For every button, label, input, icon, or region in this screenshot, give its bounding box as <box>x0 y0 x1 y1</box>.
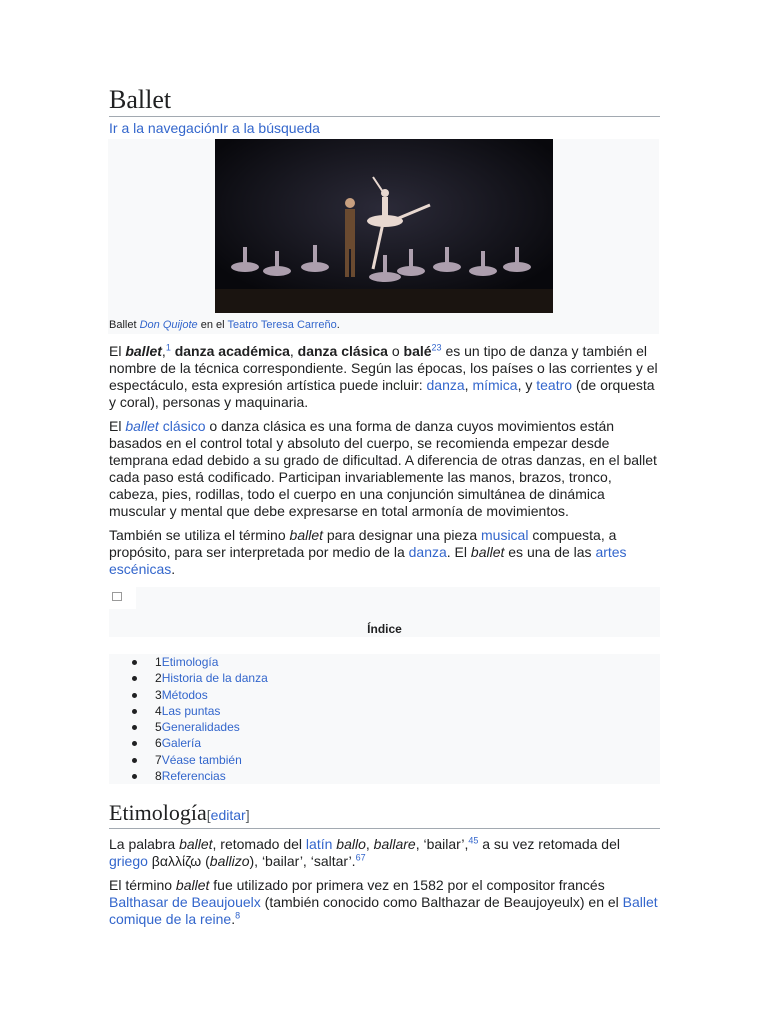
text: . <box>231 911 236 928</box>
link-danza-2[interactable]: danza <box>408 544 447 560</box>
bold-term: balé <box>403 343 432 359</box>
italic-term: ballare <box>373 836 416 853</box>
link-musical[interactable]: musical <box>481 527 529 543</box>
toc-item[interactable] <box>109 687 660 703</box>
text: o <box>387 343 404 359</box>
text: , <box>161 343 166 359</box>
toc-toggle-checkbox[interactable] <box>112 592 122 601</box>
ballet-stage-illustration <box>215 139 553 313</box>
toc-number: 2 <box>155 671 162 686</box>
link-teatro[interactable]: teatro <box>536 377 573 393</box>
toc-link[interactable]: Las puntas <box>161 703 221 718</box>
toc-link[interactable]: Referencias <box>161 769 226 784</box>
text: o danza clásica es una forma de danza cuyos movimientos están basados en el control total y absoluto del cuerpo, se recomienda empezar desde temprana edad debido a su grado de dificultad. A diferencia de otras danzas, en el ballet cada paso está codificado. Participan invariablemente las manos, brazos, tronco, cabeza, pies, rodillas, todo el cuerpo en una conjunción simultánea de dinámica muscular y mental que debe expresarse en total armonía de movimientos. <box>109 418 657 519</box>
text: El término <box>109 877 176 894</box>
toc-item[interactable] <box>109 735 660 751</box>
text: . El <box>446 544 471 560</box>
toc-list <box>109 654 660 784</box>
intro-paragraph-2 <box>109 418 660 520</box>
text: , y <box>517 377 537 393</box>
toc-title: Índice <box>367 622 402 636</box>
text: (también conocido como Balthazar de Beaujoyeulx) en el <box>260 894 623 911</box>
etimologia-paragraph-2 <box>109 877 660 928</box>
text: La palabra <box>109 836 180 853</box>
text: El <box>109 343 126 359</box>
toc-item[interactable] <box>109 670 660 686</box>
toc-number: 6 <box>155 736 162 751</box>
italic-term: ballo <box>336 836 366 853</box>
bracket: ] <box>245 807 250 824</box>
italic-term: ballet <box>470 544 505 560</box>
toc-item[interactable] <box>109 752 660 768</box>
toc-item[interactable] <box>109 768 660 784</box>
bold-term: danza académica <box>174 343 290 359</box>
toc-link[interactable]: Etimología <box>161 655 219 669</box>
text: es un tipo de danza y también el nombre de la técnica correspondiente. Según las épocas, los países o las corrientes y el espectáculo, esta expresión artística puede incluir: <box>109 343 658 393</box>
link-balthasar[interactable]: Balthasar de Beaujouelx <box>109 894 261 911</box>
toc-number: 5 <box>155 720 162 735</box>
text: , <box>464 377 473 393</box>
text: es una de las <box>504 544 596 560</box>
link-ballet-comique[interactable]: Ballet comique de la reine <box>109 894 658 928</box>
text: . <box>171 561 176 577</box>
bracket: [ <box>206 807 211 824</box>
toc-number: 4 <box>155 703 162 718</box>
reference-23[interactable]: 23 <box>431 342 442 353</box>
caption-text: . <box>336 319 340 331</box>
toc-link[interactable]: Historia de la danza <box>161 671 268 686</box>
toc-link[interactable]: Galería <box>161 736 202 751</box>
intro-paragraph-3 <box>109 527 660 578</box>
article <box>109 84 660 935</box>
text: compuesta, a propósito, para ser interpretada por medio de la <box>109 527 617 560</box>
edit-label[interactable]: editar <box>210 807 246 824</box>
section-title: Etimología <box>109 800 207 826</box>
link-ballet[interactable]: ballet <box>125 418 159 434</box>
jump-to-search-link[interactable]: Ir a la búsqueda <box>219 120 320 136</box>
section-heading-etimologia <box>109 800 660 828</box>
toc-item[interactable] <box>109 654 660 670</box>
reference-67[interactable]: 67 <box>355 852 366 863</box>
lead-figure <box>108 139 659 334</box>
toc-header <box>109 587 660 637</box>
toc-item[interactable] <box>109 703 660 719</box>
title-divider <box>109 116 660 117</box>
caption-link-don-quijote[interactable]: Don Quijote <box>139 319 198 331</box>
toc-item[interactable] <box>109 719 660 735</box>
italic-term: ballet <box>179 836 213 853</box>
toc-number: 7 <box>155 752 162 767</box>
edit-section-link[interactable] <box>207 807 250 823</box>
reference-45[interactable]: 45 <box>468 835 479 846</box>
link-clasico[interactable]: clásico <box>162 418 206 434</box>
bold-term: ballet <box>125 343 162 359</box>
link-latin[interactable]: latín <box>305 836 333 853</box>
intro-paragraph-1 <box>109 343 660 411</box>
italic-term: ballet <box>175 877 210 894</box>
caption-text: Ballet <box>109 319 140 331</box>
toc-toggle-area <box>109 587 136 609</box>
page-title: Ballet <box>109 85 172 114</box>
caption-link-teatro[interactable]: Teatro Teresa Carreño <box>227 319 337 331</box>
text: También se utiliza el término <box>109 527 290 543</box>
italic-term: ballet <box>289 527 323 543</box>
reference-8[interactable]: 8 <box>235 910 241 921</box>
toc-number: 3 <box>155 687 162 702</box>
toc-link[interactable]: Métodos <box>161 687 208 702</box>
link-griego[interactable]: griego <box>109 853 148 870</box>
text: , <box>365 836 374 853</box>
link-mimica[interactable]: mímica <box>472 377 518 393</box>
bold-term: danza clásica <box>297 343 388 359</box>
etimologia-paragraph-1 <box>109 836 660 870</box>
toc-link[interactable]: Véase también <box>161 752 242 767</box>
caption-text: en el <box>197 319 228 331</box>
figure-caption <box>109 318 340 332</box>
text: , ‘bailar’, <box>415 836 469 853</box>
text: para designar una pieza <box>323 527 481 543</box>
toc-number: 1 <box>155 655 162 669</box>
jump-to-navigation-link[interactable]: Ir a la navegación <box>109 120 220 136</box>
toc-link[interactable]: Generalidades <box>161 720 240 735</box>
text: , <box>289 343 298 359</box>
italic-term: ballizo <box>209 853 250 870</box>
ballet-photo[interactable] <box>215 139 553 313</box>
section-divider <box>109 828 660 829</box>
text: ), ‘bailar’, ‘saltar’. <box>249 853 356 870</box>
text: fue utilizado por primera vez en 1582 por el compositor francés <box>209 877 605 894</box>
text: a su vez retomada del <box>478 836 620 853</box>
text: (de orquesta y coral), personas y maquinaria. <box>109 377 655 410</box>
text: , retomado del <box>212 836 306 853</box>
toc-number: 8 <box>155 769 162 784</box>
reference-1[interactable]: 1 <box>165 342 171 353</box>
link-danza[interactable]: danza <box>426 377 465 393</box>
text: βαλλίζω ( <box>147 853 210 870</box>
text: El <box>109 418 126 434</box>
link-artes-escenicas[interactable]: artes escénicas <box>109 544 627 577</box>
jump-links <box>109 119 660 137</box>
